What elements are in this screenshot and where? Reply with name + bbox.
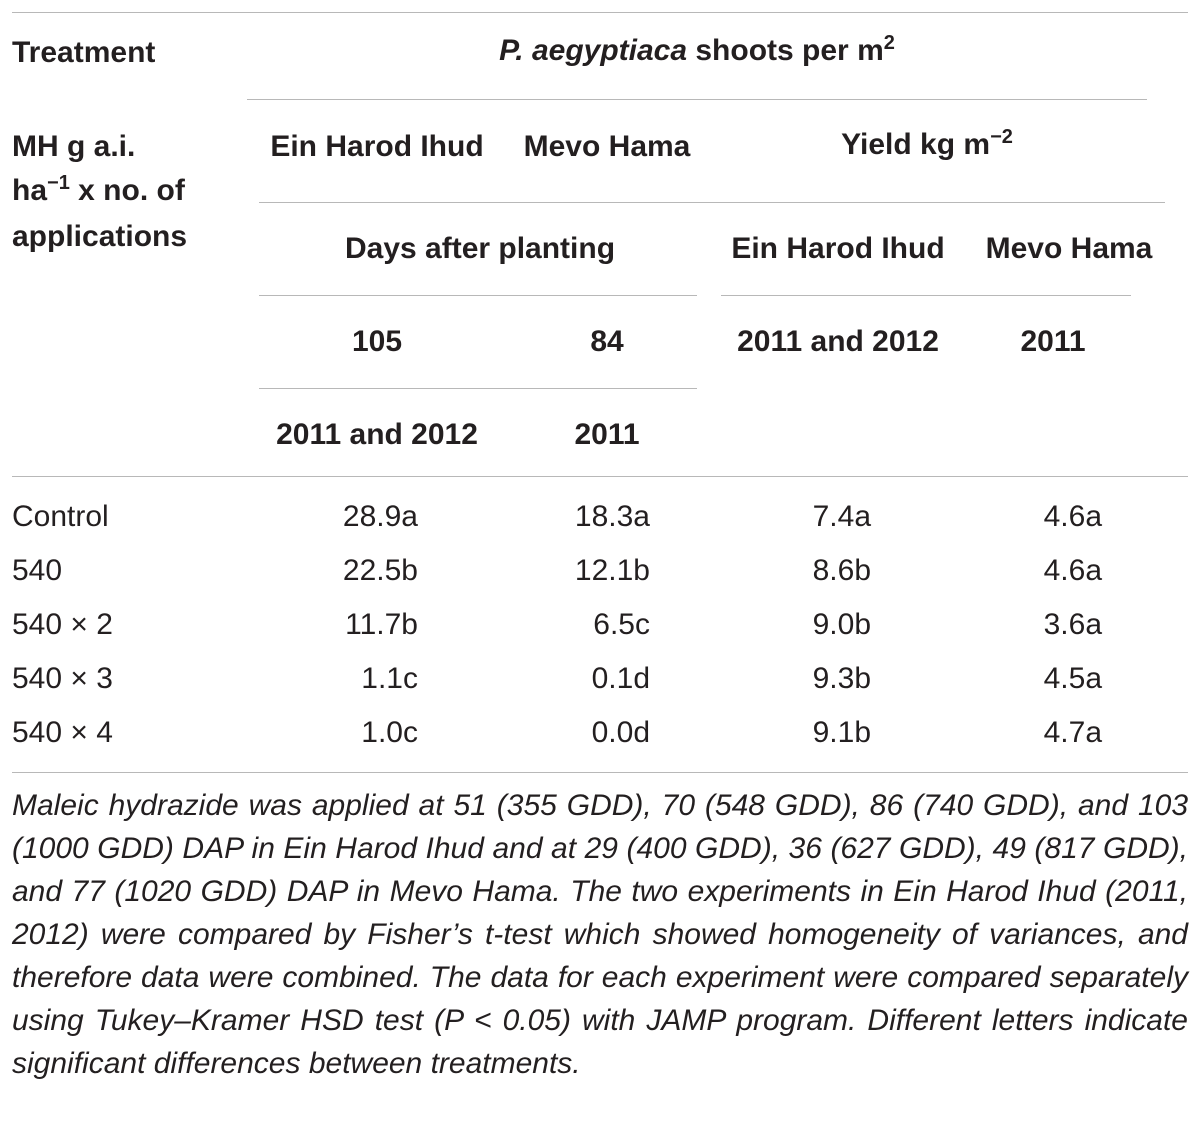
day-number-rule — [259, 388, 697, 389]
year-ein-harod-ihud: 2011 and 2012 — [276, 418, 478, 451]
row-mh-shoots: 18.3a — [574, 500, 650, 533]
mh-unit-exponent: −1 — [47, 172, 70, 194]
yield-site-mevo-hama: Mevo Hama — [985, 232, 1153, 265]
row-treatment: 540 × 2 — [12, 608, 113, 641]
row-mh-yield: 4.5a — [1043, 662, 1102, 695]
yield-header-exponent: −2 — [990, 126, 1013, 148]
species-name: P. aegyptiaca — [499, 34, 688, 67]
row-treatment: 540 — [12, 554, 63, 587]
row-mh-yield: 4.7a — [1043, 716, 1102, 749]
year-mevo-hama: 2011 — [574, 418, 640, 451]
row-mh-shoots: 0.0d — [591, 716, 650, 749]
row-treatment: 540 × 3 — [12, 662, 113, 695]
row-ehi-shoots: 1.0c — [361, 716, 418, 749]
row-ehi-shoots: 1.1c — [361, 662, 418, 695]
treatment-header: Treatment — [12, 36, 156, 69]
yield-year-mevo-hama: 2011 — [1020, 325, 1086, 358]
body-bottom-rule — [12, 772, 1188, 773]
row-mh-shoots: 0.1d — [591, 662, 650, 695]
row-ehi-shoots: 28.9a — [342, 500, 418, 533]
yield-year-ein-harod-ihud: 2011 and 2012 — [737, 325, 939, 358]
row-mh-yield: 4.6a — [1043, 554, 1102, 587]
mh-unit-line2 — [12, 174, 185, 208]
shoots-header-exponent: 2 — [883, 32, 895, 54]
site-ein-harod-ihud: Ein Harod Ihud — [270, 130, 484, 163]
days-header-rule — [259, 295, 697, 296]
row-ehi-yield: 9.1b — [812, 716, 871, 749]
header-bottom-rule — [12, 476, 1188, 477]
row-mh-shoots: 6.5c — [593, 608, 650, 641]
site-mevo-hama: Mevo Hama — [523, 130, 691, 163]
row-ehi-shoots: 11.7b — [345, 608, 418, 641]
row-treatment: 540 × 4 — [12, 716, 113, 749]
table-footnote: Maleic hydrazide was applied at 51 (355 GDD), 70 (548 GDD), 86 (740 GDD), and 103 (1000 GDD) DAP in Ein Harod Ihud and at 29 (400 GDD), 36 (627 GDD), 49 (817 GDD), and 77 (1020 GDD) DAP in Mevo Hama. The two experiments in Ein Harod Ihud (2011, 2012) were compared by Fisher’s t-test which showed homogeneity of variances, and therefore data were combined. The data for each experiment were compared separately using Tukey–Kramer HSD test (P < 0.05) with JAMP program. Different letters indicate significant differences between treatments. — [12, 789, 1188, 1080]
row-treatment: Control — [12, 500, 109, 533]
row-ehi-yield: 7.4a — [812, 500, 871, 533]
row-mh-shoots: 12.1b — [574, 554, 650, 587]
yield-header-text: Yield kg m — [841, 128, 991, 161]
row-ehi-yield: 9.0b — [812, 608, 871, 641]
mh-unit-applications-prefix: x no. of — [69, 174, 185, 207]
day-105-header: 105 — [351, 325, 403, 358]
row-ehi-shoots: 22.5b — [342, 554, 418, 587]
row-ehi-yield: 8.6b — [812, 554, 871, 587]
yield-site-ein-harod-ihud: Ein Harod Ihud — [731, 232, 945, 265]
mh-unit-line1: MH g a.i. — [12, 130, 136, 163]
shoots-header-rule — [247, 99, 1147, 100]
shoots-header — [499, 34, 895, 68]
row-mh-yield: 4.6a — [1043, 500, 1102, 533]
mh-unit-ha: ha — [12, 174, 48, 207]
day-84-header: 84 — [590, 325, 624, 358]
top-rule — [12, 12, 1188, 13]
mh-unit-line3: applications — [12, 220, 188, 253]
days-after-planting-header: Days after planting — [344, 232, 616, 265]
shoots-header-text: shoots per m — [687, 34, 884, 67]
site-header-rule — [259, 202, 1165, 203]
row-mh-yield: 3.6a — [1043, 608, 1102, 641]
row-ehi-yield: 9.3b — [812, 662, 871, 695]
yield-header — [841, 128, 1013, 162]
yield-site-rule — [721, 295, 1131, 296]
